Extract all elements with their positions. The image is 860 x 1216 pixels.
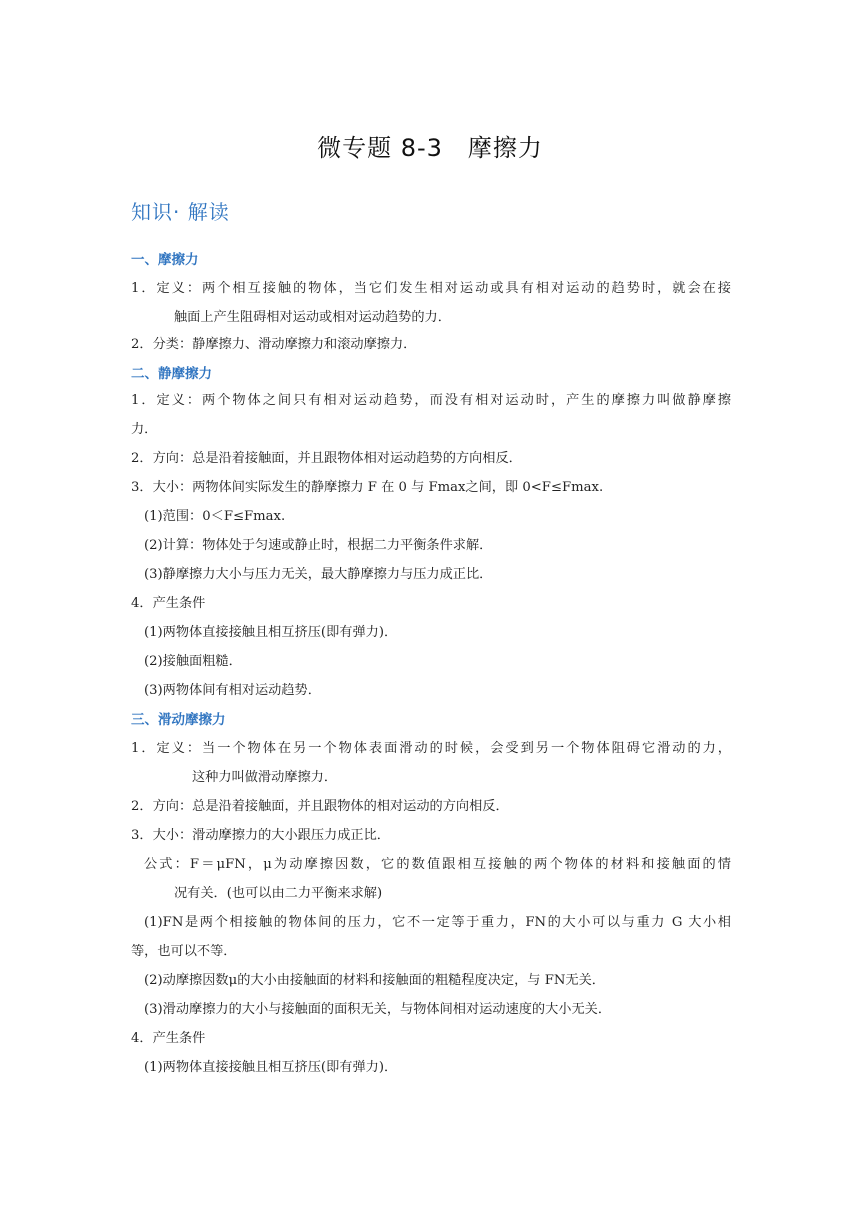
document-body <box>131 250 731 1087</box>
section-heading: 知识· 解读 <box>131 200 230 224</box>
formula-line: 公式：F＝μFN，μ为动摩擦因数，它的数值跟相互接触的两个物体的材料和接触面的情 <box>144 857 731 872</box>
subsection-heading: 三、滑动摩擦力 <box>131 712 226 728</box>
paragraph-line: 3．大小：两物体间实际发生的静摩擦力 F 在 0 与 Fmax之间，即 0<F≤Fmax. <box>131 480 604 495</box>
paragraph-line: 力． <box>131 422 158 437</box>
list-item: (1)范围：0＜F≤Fmax. <box>144 509 286 524</box>
subsection-heading: 二、静摩擦力 <box>131 366 212 382</box>
list-item: (2)接触面粗糙． <box>144 654 242 669</box>
list-item: (1)两物体直接接触且相互挤压(即有弹力)． <box>144 625 398 640</box>
paragraph-line: 这种力叫做滑动摩擦力． <box>192 770 338 785</box>
list-item: (3)两物体间有相对运动趋势． <box>144 683 321 698</box>
list-item: (1)FN是两个相接触的物体间的压力，它不一定等于重力，FN的大小可以与重力 G 大小相 <box>144 915 731 930</box>
paragraph-line: 等，也可以不等． <box>131 944 237 959</box>
paragraph-line: 2．分类：静摩擦力、滑动摩擦力和滚动摩擦力． <box>131 337 417 352</box>
paragraph-line: 3．大小：滑动摩擦力的大小跟压力成正比． <box>131 828 390 843</box>
list-item: (3)静摩擦力大小与压力无关，最大静摩擦力与压力成正比． <box>144 567 493 582</box>
page-title: 微专题 8-3 摩擦力 <box>317 134 543 162</box>
list-item: (3)滑动摩擦力的大小与接触面的面积无关，与物体间相对运动速度的大小无关． <box>144 1002 612 1017</box>
subsection-heading: 一、摩擦力 <box>131 252 199 268</box>
paragraph-line: 1．定义：两个物体之间只有相对运动趋势，而没有相对运动时，产生的摩擦力叫做静摩擦 <box>131 393 731 408</box>
list-item: (2)动摩擦因数μ的大小由接触面的材料和接触面的粗糙程度决定，与 FN无关． <box>144 973 605 988</box>
paragraph-line: 触面上产生阻碍相对运动或相对运动趋势的力． <box>174 310 451 325</box>
paragraph-line: 2．方向：总是沿着接触面，并且跟物体的相对运动的方向相反． <box>131 799 509 814</box>
paragraph-line: 1．定义：当一个物体在另一个物体表面滑动的时候，会受到另一个物体阻碍它滑动的力， <box>131 741 731 756</box>
paragraph-line: 况有关．(也可以由二力平衡来求解) <box>174 886 383 901</box>
paragraph-line: 4．产生条件 <box>131 1031 206 1046</box>
paragraph-line: 1．定义：两个相互接触的物体，当它们发生相对运动或具有相对运动的趋势时，就会在接 <box>131 281 731 296</box>
paragraph-line: 2．方向：总是沿着接触面，并且跟物体相对运动趋势的方向相反． <box>131 451 522 466</box>
list-item: (1)两物体直接接触且相互挤压(即有弹力)． <box>144 1060 398 1075</box>
list-item: (2)计算：物体处于匀速或静止时，根据二力平衡条件求解． <box>144 538 493 553</box>
paragraph-line: 4．产生条件 <box>131 596 206 611</box>
